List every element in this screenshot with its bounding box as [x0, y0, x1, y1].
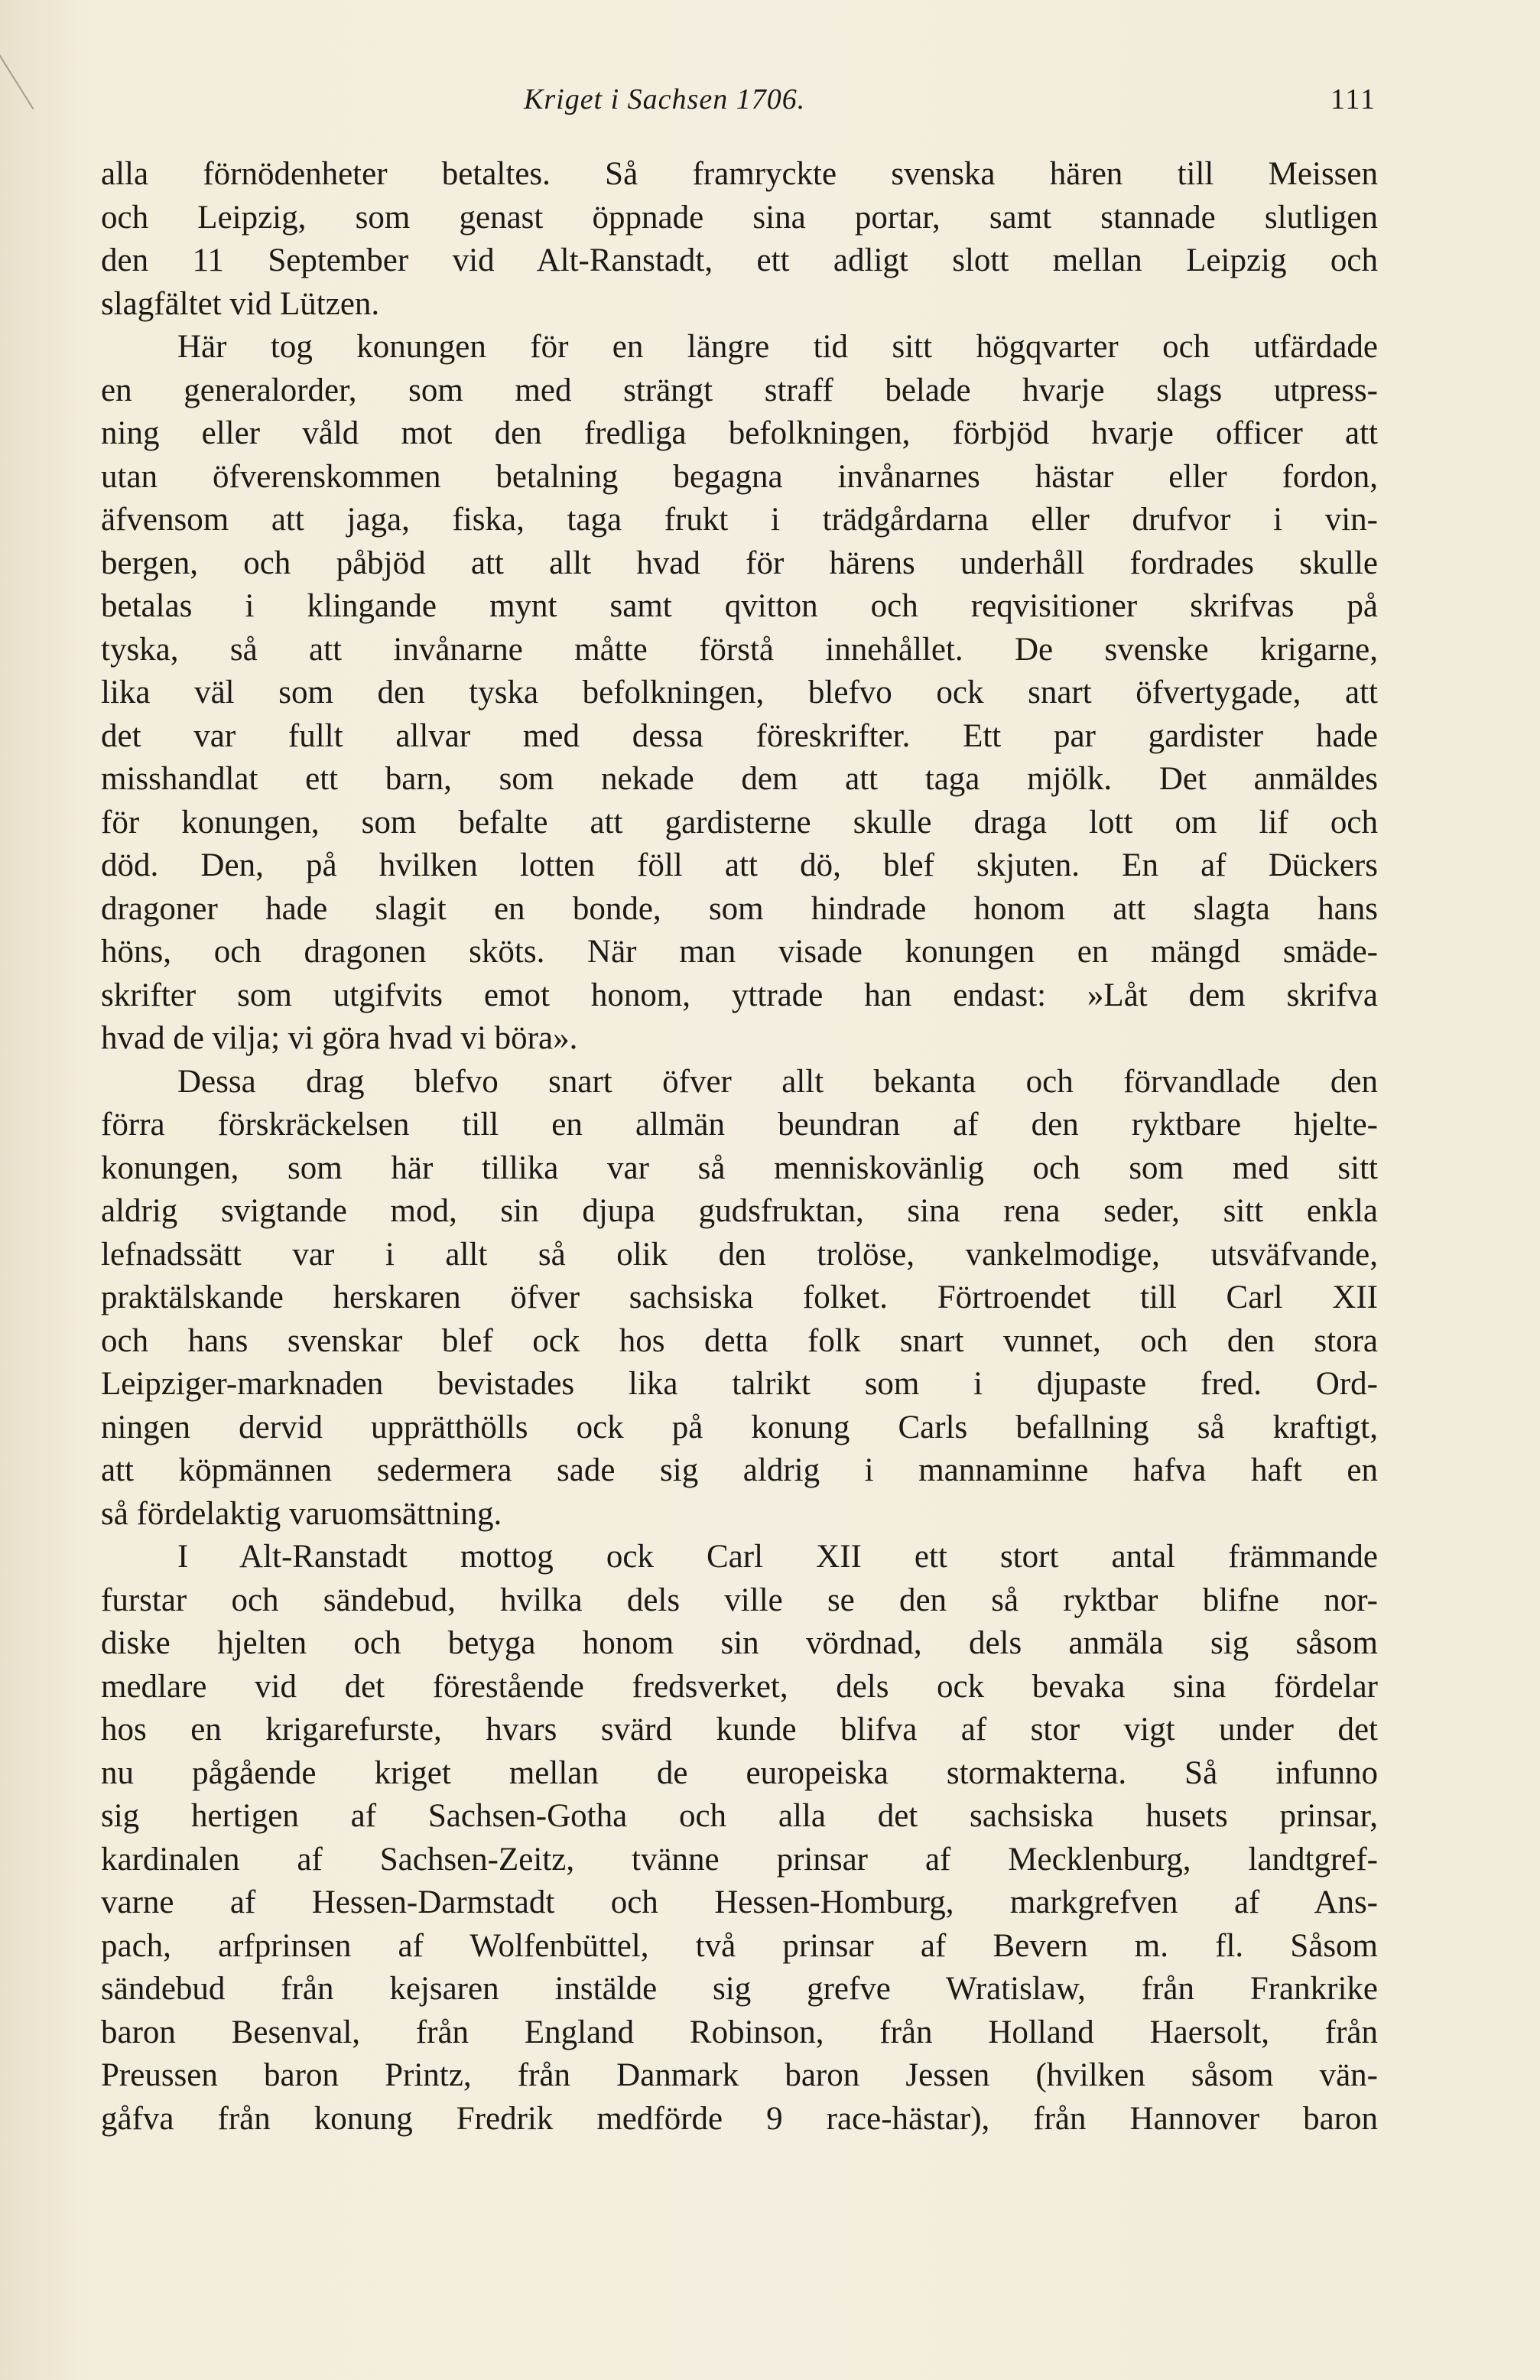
text-line: aldrig svigtande mod, sin djupa gudsfruktan, sina rena seder, sitt enkla — [101, 1193, 1378, 1229]
text-line: nu pågående kriget mellan de europeiska stormakterna. Så infunno — [101, 1754, 1378, 1791]
text-line: hos en krigarefurste, hvars svärd kunde blifva af stor vigt under det — [101, 1712, 1378, 1748]
text-line: bergen, och påbjöd att allt hvad för härens underhåll fordrades skulle — [101, 545, 1378, 581]
text-line: höns, och dragonen sköts. När man visade konungen en mängd smäde- — [101, 934, 1378, 970]
page-number: 111 — [1330, 83, 1376, 115]
text-line: ning eller våld mot den fredliga befolkningen, förbjöd hvarje officer att — [101, 415, 1378, 451]
text-line: och Leipzig, som genast öppnade sina portar, samt stannade slutligen — [101, 199, 1378, 236]
text-line: kardinalen af Sachsen-Zeitz, tvänne prinsar af Mecklenburg, landtgref- — [101, 1841, 1378, 1878]
text-line: pach, arfprinsen af Wolfenbüttel, två prinsar af Bevern m. fl. Såsom — [101, 1927, 1378, 1964]
text-line: så fördelaktig varuomsättning. — [101, 1495, 502, 1532]
text-line: för konungen, som befalte att gardisterne skulle draga lott om lif och — [101, 804, 1378, 840]
text-line: och hans svenskar blef ock hos detta folk snart vunnet, och den stora — [101, 1322, 1378, 1359]
text-line: alla förnödenheter betaltes. Så framryckte svenska hären till Meissen — [101, 156, 1378, 192]
running-title: Kriget i Sachsen 1706. — [524, 83, 806, 115]
text-line: Dessa drag blefvo snart öfver allt bekanta och förvandlade den — [177, 1063, 1378, 1100]
text-line: skrifter som utgifvits emot honom, yttrade han endast: »Låt dem skrifva — [101, 977, 1378, 1013]
text-line: gåfva från konung Fredrik medförde 9 race-hästar), från Hannover baron — [101, 2100, 1378, 2137]
text-line: betalas i klingande mynt samt qvitton och reqvisitioner skrifvas på — [101, 588, 1378, 624]
text-line: varne af Hessen-Darmstadt och Hessen-Homburg, markgrefven af Ans- — [101, 1884, 1378, 1920]
text-line: att köpmännen sedermera sade sig aldrig i mannaminne hafva haft en — [101, 1452, 1378, 1488]
text-line: slagfältet vid Lützen. — [101, 285, 380, 322]
text-line: det var fullt allvar med dessa föreskrifter. Ett par gardister hade — [101, 717, 1378, 754]
text-line: hvad de vilja; vi göra hvad vi böra». — [101, 1020, 578, 1056]
text-line: tyska, så att invånarne måtte förstå innehållet. De svenske krigarne, — [101, 631, 1378, 668]
text-line: död. Den, på hvilken lotten föll att dö, blef skjuten. En af Dückers — [101, 847, 1378, 883]
text-line: äfvensom att jaga, fiska, taga frukt i trädgårdarna eller drufvor i vin- — [101, 502, 1378, 538]
text-line: sig hertigen af Sachsen-Gotha och alla det sachsiska husets prinsar, — [101, 1798, 1378, 1834]
text-line: en generalorder, som med strängt straff belade hvarje slags utpress- — [101, 372, 1378, 408]
text-line: baron Besenval, från England Robinson, från Holland Haersolt, från — [101, 2014, 1378, 2050]
text-line: den 11 September vid Alt-Ranstadt, ett adligt slott mellan Leipzig och — [101, 242, 1378, 278]
page-header — [107, 83, 1376, 128]
text-line: medlare vid det förestående fredsverket, dels ock bevaka sina fördelar — [101, 1668, 1378, 1705]
body-text — [101, 153, 1378, 2141]
text-line: konungen, som här tillika var så menniskovänlig och som med sitt — [101, 1149, 1378, 1186]
text-line: dragoner hade slagit en bonde, som hindrade honom att slagta hans — [101, 890, 1378, 927]
text-line: misshandlat ett barn, som nekade dem att taga mjölk. Det anmäldes — [101, 761, 1378, 797]
text-line: praktälskande herskaren öfver sachsiska folket. Förtroendet till Carl XII — [101, 1279, 1378, 1315]
text-line: lefnadssätt var i allt så olik den trolöse, vankelmodige, utsväfvande, — [101, 1236, 1378, 1273]
text-line: Här tog konungen för en längre tid sitt högqvarter och utfärdade — [177, 329, 1378, 365]
text-line: utan öfverenskommen betalning begagna invånarnes hästar eller fordon, — [101, 458, 1378, 495]
text-line: diske hjelten och betyga honom sin vördnad, dels anmäla sig såsom — [101, 1625, 1378, 1661]
text-line: förra förskräckelsen till en allmän beundran af den ryktbare hjelte- — [101, 1107, 1378, 1143]
text-line: lika väl som den tyska befolkningen, blefvo ock snart öfvertygade, att — [101, 675, 1378, 710]
text-line: I Alt-Ranstadt mottog ock Carl XII ett stort antal främmande — [177, 1539, 1378, 1575]
text-line: ningen dervid upprätthölls ock på konung Carls befallning så kraftigt, — [101, 1409, 1378, 1445]
text-line: Preussen baron Printz, från Danmark baron Jessen (hvilken såsom vän- — [101, 2057, 1378, 2093]
text-line: sändebud från kejsaren instälde sig grefve Wratislaw, från Frankrike — [101, 1971, 1378, 2007]
text-line: Leipziger-marknaden bevistades lika talrikt som i djupaste fred. Ord- — [101, 1366, 1378, 1402]
text-line: furstar och sändebud, hvilka dels ville se den så ryktbar blifne nor- — [101, 1582, 1378, 1618]
